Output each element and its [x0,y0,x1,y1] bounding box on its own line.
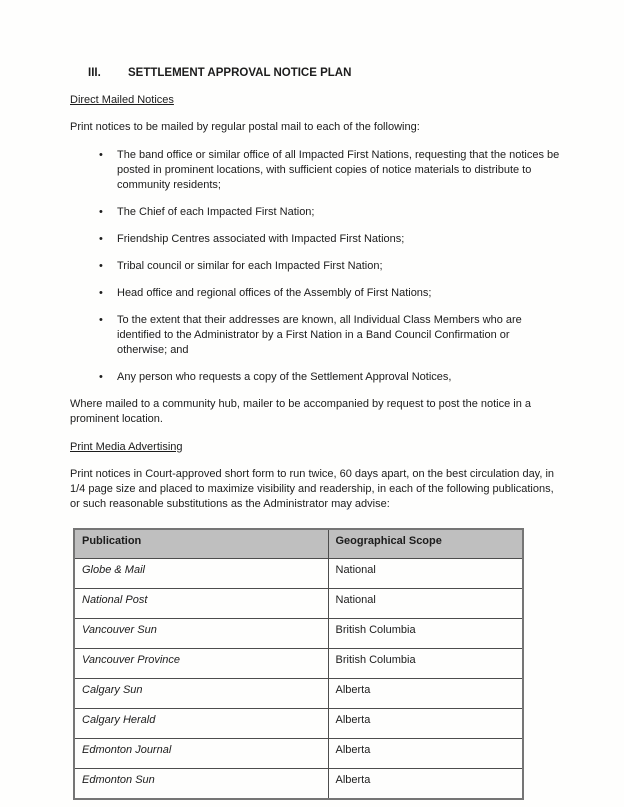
table-row [74,709,523,739]
list-item [99,232,560,247]
table-row [74,649,523,679]
list-item [99,148,560,193]
column-header-geographical-scope: Geographical Scope [328,529,523,559]
publication-cell: Edmonton Journal [74,739,328,769]
bullet-text: The Chief of each Impacted First Nation; [117,206,315,218]
bullet-icon: • [99,371,103,383]
scope-cell: Alberta [328,739,523,769]
direct-mail-bullet-list [70,148,560,385]
bullet-text: Any person who requests a copy of the Settlement Approval Notices, [117,371,452,383]
bullet-icon: • [99,287,103,299]
column-header-publication: Publication [74,529,328,559]
scope-cell: Alberta [328,709,523,739]
scope-cell: National [328,559,523,589]
scope-cell: Alberta [328,679,523,709]
bullet-icon: • [99,314,103,326]
heading-number: III. [88,67,101,79]
publication-cell: Calgary Sun [74,679,328,709]
community-hub-note-paragraph: Where mailed to a community hub, mailer to be accompanied by request to post the notice in a prominent location. [70,398,532,425]
table-row [74,589,523,619]
list-item [99,259,560,274]
publication-cell: Vancouver Province [74,649,328,679]
bullet-text: Head office and regional offices of the Assembly of First Nations; [117,287,432,299]
publication-cell: Calgary Herald [74,709,328,739]
bullet-text: To the extent that their addresses are known, all Individual Class Members who are identified to the Administrator by a First Nation in a Band Council Confirmation or otherwise; and [117,314,522,356]
section-title-print-media-advertising: Print Media Advertising [70,441,183,453]
scope-cell: Alberta [328,769,523,800]
table-row [74,619,523,649]
bullet-text: The band office or similar office of all Impacted First Nations, requesting that the notices be posted in prominent locations, with sufficient copies of notice materials to distribute to community residents; [117,149,560,191]
bullet-icon: • [99,233,103,245]
publication-cell: Edmonton Sun [74,769,328,800]
list-item [99,286,560,301]
bullet-icon: • [99,149,103,161]
page-title [70,66,560,81]
bullet-icon: • [99,206,103,218]
direct-mail-intro-paragraph: Print notices to be mailed by regular postal mail to each of the following: [70,121,420,133]
table-row [74,679,523,709]
table-row [74,769,523,800]
bullet-text: Friendship Centres associated with Impacted First Nations; [117,233,405,245]
list-item [99,205,560,220]
scope-cell: National [328,589,523,619]
scope-cell: British Columbia [328,649,523,679]
scope-cell: British Columbia [328,619,523,649]
table-row [74,559,523,589]
bullet-icon: • [99,260,103,272]
print-media-intro-paragraph: Print notices in Court-approved short form to run twice, 60 days apart, on the best circulation day, in 1/4 page size and placed to maximize visibility and readership, in each of the following publications, or such reasonable substitutions as the Administrator may advise: [70,468,555,510]
list-item [99,370,560,385]
publications-table [73,528,524,800]
publication-cell: Vancouver Sun [74,619,328,649]
section-title-direct-mailed-notices: Direct Mailed Notices [70,94,174,106]
heading-title: SETTLEMENT APPROVAL NOTICE PLAN [128,67,352,79]
publication-cell: National Post [74,589,328,619]
table-row [74,739,523,769]
publication-cell: Globe & Mail [74,559,328,589]
list-item [99,313,560,358]
bullet-text: Tribal council or similar for each Impacted First Nation; [117,260,383,272]
table-header-row [74,529,523,559]
